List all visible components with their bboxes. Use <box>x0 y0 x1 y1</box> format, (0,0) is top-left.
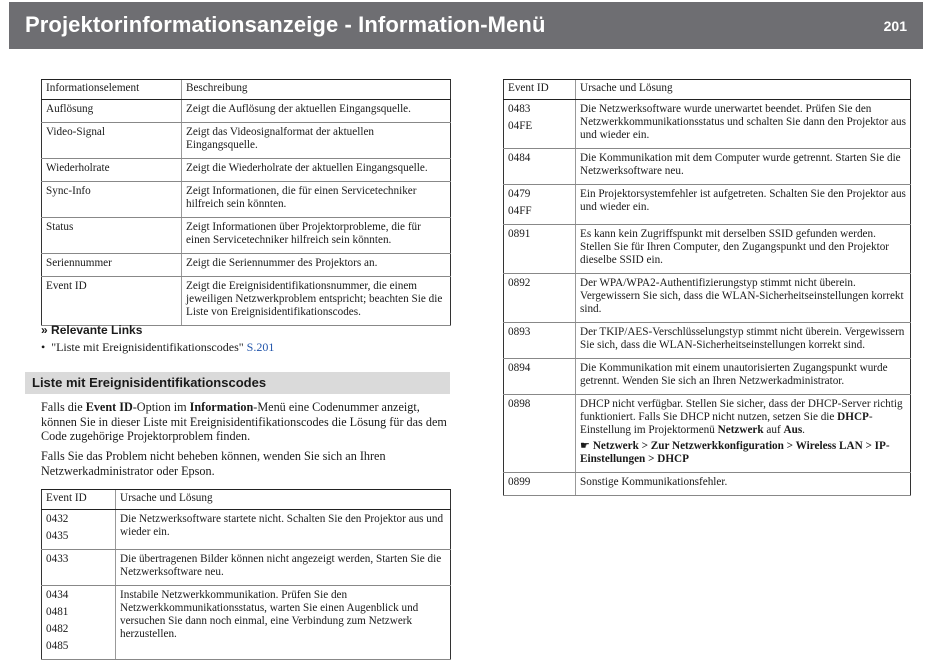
table-row <box>504 395 911 473</box>
event-id: 0891 <box>508 228 531 240</box>
event-id: 0482 <box>46 623 69 635</box>
column-header: Beschreibung <box>182 80 451 100</box>
cause-cell <box>576 395 911 473</box>
info-element-cell: Status <box>42 218 182 254</box>
table-row <box>42 159 451 182</box>
event-id-cell <box>42 586 116 660</box>
column-header: Ursache und Lösung <box>116 490 451 510</box>
event-id-cell <box>504 100 576 149</box>
bold-term: Aus <box>783 424 803 436</box>
event-id: 0899 <box>508 476 531 488</box>
cause-cell: Der TKIP/AES-Verschlüsselungstyp stimmt nicht überein. Vergewissern Sie sich, dass die WLAN-Sicherheitseinstellungen korrekt sind. <box>576 323 911 359</box>
event-id: 04FF <box>508 205 532 217</box>
description-cell: Zeigt die Ereignisidentifikationsnummer, die einem jeweiligen Netzwerkproblem entspricht; beachten Sie die Liste von Ereignisidentifikationscodes. <box>182 277 451 326</box>
description-cell: Zeigt Informationen über Projektorprobleme, die für einen Servicetechniker hilfreich sein könnten. <box>182 218 451 254</box>
description-cell: Zeigt die Wiederholrate der aktuellen Eingangsquelle. <box>182 159 451 182</box>
cause-cell: Die Netzwerksoftware wurde unerwartet beendet. Prüfen Sie den Netzwerkkommunikationsstatus und schalten Sie dann den Projektor aus und wieder ein. <box>576 100 911 149</box>
page-title: Projektorinformationsanzeige - Information-Menü <box>25 12 546 37</box>
info-table <box>41 79 451 326</box>
info-element-cell: Auflösung <box>42 100 182 123</box>
event-id-cell <box>42 510 116 550</box>
cause-cell: Instabile Netzwerkkommunikation. Prüfen Sie den Netzwerkkommunikationsstatus, warten Sie einen Augenblick und versuchen Sie dann noch einmal, eine Verbindung zum Netzwerk herzustellen. <box>116 586 451 660</box>
page-link[interactable]: S.201 <box>246 340 275 354</box>
menu-path <box>580 440 906 466</box>
double-arrow-icon: » <box>41 323 48 337</box>
table-row <box>42 586 451 660</box>
text-run: -Option im <box>132 400 190 414</box>
description-cell: Zeigt die Auflösung der aktuellen Eingangsquelle. <box>182 100 451 123</box>
event-id: 0433 <box>46 553 69 565</box>
cause-cell: Die Kommunikation mit dem Computer wurde getrennt. Starten Sie die Netzwerksoftware neu. <box>576 149 911 185</box>
table-header-row <box>42 80 451 100</box>
event-id-cell <box>504 274 576 323</box>
related-link-item <box>41 340 451 355</box>
table-row <box>504 225 911 274</box>
event-id: 0485 <box>46 640 69 652</box>
table-row <box>504 473 911 496</box>
description-cell: Zeigt die Seriennummer des Projektors an. <box>182 254 451 277</box>
column-header: Event ID <box>504 80 576 100</box>
text-run: DHCP nicht verfügbar. Stellen Sie sicher, dass der DHCP-Server richtig funktioniert. Falls Sie DHCP nicht nutzen, setzen Sie die <box>580 398 903 423</box>
event-id: 0892 <box>508 277 531 289</box>
table-row <box>42 100 451 123</box>
description-cell: Zeigt Informationen, die für einen Servicetechniker hilfreich sein könnten. <box>182 182 451 218</box>
text-run: Falls die <box>41 400 86 414</box>
event-id-table-left <box>41 489 451 660</box>
cause-cell: Die übertragenen Bilder können nicht angezeigt werden, Starten Sie die Netzwerksoftware neu. <box>116 550 451 586</box>
event-id: 04FE <box>508 120 533 132</box>
table-row <box>504 185 911 225</box>
bold-term: Information <box>189 400 254 414</box>
cause-cell: Die Netzwerksoftware startete nicht. Schalten Sie den Projektor aus und wieder ein. <box>116 510 451 550</box>
table-header-row <box>42 490 451 510</box>
info-element-cell: Seriennummer <box>42 254 182 277</box>
bold-term: Netzwerk <box>717 424 764 436</box>
cause-cell: Der WPA/WPA2-Authentifizierungstyp stimmt nicht überein. Vergewissern Sie sich, dass die WLAN-Sicherheitseinstellungen korrekt sind. <box>576 274 911 323</box>
section-heading: Liste mit Ereignisidentifikationscodes <box>32 375 267 390</box>
table-row <box>42 123 451 159</box>
column-header: Ursache und Lösung <box>576 80 911 100</box>
related-links-heading <box>41 323 451 337</box>
related-link-text: "Liste mit Ereignisidentifikationscodes" <box>51 340 244 354</box>
event-id: 0432 <box>46 513 69 525</box>
intro-paragraph <box>41 400 451 444</box>
contact-paragraph: Falls Sie das Problem nicht beheben können, wenden Sie sich an Ihren Netzwerkadministrator oder Epson. <box>41 449 386 478</box>
table-row <box>504 274 911 323</box>
info-element-cell: Event ID <box>42 277 182 326</box>
bold-term: Event ID <box>85 400 133 414</box>
table-row <box>504 149 911 185</box>
event-id-cell <box>504 323 576 359</box>
info-element-cell: Video-Signal <box>42 123 182 159</box>
table-row <box>42 510 451 550</box>
event-id: 0898 <box>508 398 531 410</box>
event-id: 0479 <box>508 188 531 200</box>
table-row <box>42 218 451 254</box>
bullet-icon: • <box>41 340 49 354</box>
event-id: 0484 <box>508 152 531 164</box>
section-heading-bar <box>25 372 450 394</box>
table-row <box>504 323 911 359</box>
event-id-cell <box>504 359 576 395</box>
table-row <box>42 254 451 277</box>
related-links-title: Relevante Links <box>51 323 143 337</box>
info-element-cell: Sync-Info <box>42 182 182 218</box>
event-id-table-right <box>503 79 911 496</box>
table-row <box>504 100 911 149</box>
event-id-cell <box>504 225 576 274</box>
column-header: Event ID <box>42 490 116 510</box>
event-id: 0434 <box>46 589 69 601</box>
event-id: 0894 <box>508 362 531 374</box>
event-id-cell <box>42 550 116 586</box>
table-row <box>42 277 451 326</box>
event-id-cell <box>504 185 576 225</box>
event-id: 0893 <box>508 326 531 338</box>
event-id-cell <box>504 395 576 473</box>
event-id: 0435 <box>46 530 69 542</box>
cause-cell: Es kann kein Zugriffspunkt mit derselben SSID gefunden werden. Stellen Sie für Ihren Computer, den Zugangspunkt und den Projektor dieselbe SSID ein. <box>576 225 911 274</box>
page-number: 201 <box>883 18 907 34</box>
event-id: 0483 <box>508 103 531 115</box>
event-id: 0481 <box>46 606 69 618</box>
table-header-row <box>504 80 911 100</box>
text-run: -Einstellung im Projektormenü <box>580 411 873 436</box>
page-header <box>9 2 923 49</box>
event-id-cell <box>504 473 576 496</box>
table-row <box>42 550 451 586</box>
table-row <box>504 359 911 395</box>
bold-term: DHCP <box>837 411 869 423</box>
cause-cell: Ein Projektorsystemfehler ist aufgetreten. Schalten Sie den Projektor aus und wieder ein. <box>576 185 911 225</box>
description-cell: Zeigt das Videosignalformat der aktuellen Eingangsquelle. <box>182 123 451 159</box>
text-run: -Menü eine Codenummer anzeigt, können Sie in dieser Liste mit Ereignisidentifikationscodes die Lösung für das dem Code zugehörige Projektorproblem finden. <box>41 400 447 443</box>
text-run: . <box>802 424 805 436</box>
pointing-hand-icon: ☛ <box>580 440 591 452</box>
table-row <box>42 182 451 218</box>
cause-cell: Sonstige Kommunikationsfehler. <box>576 473 911 496</box>
related-links <box>41 323 451 355</box>
column-header: Informationselement <box>42 80 182 100</box>
event-id-cell <box>504 149 576 185</box>
menu-path-text: Netzwerk > Zur Netzwerkkonfiguration > Wireless LAN > IP-Einstellungen > DHCP <box>580 440 890 465</box>
text-run: auf <box>763 424 784 436</box>
cause-cell: Die Kommunikation mit einem unautorisierten Zugangspunkt wurde getrennt. Wenden Sie sich an Ihren Netzwerkadministrator. <box>576 359 911 395</box>
info-element-cell: Wiederholrate <box>42 159 182 182</box>
